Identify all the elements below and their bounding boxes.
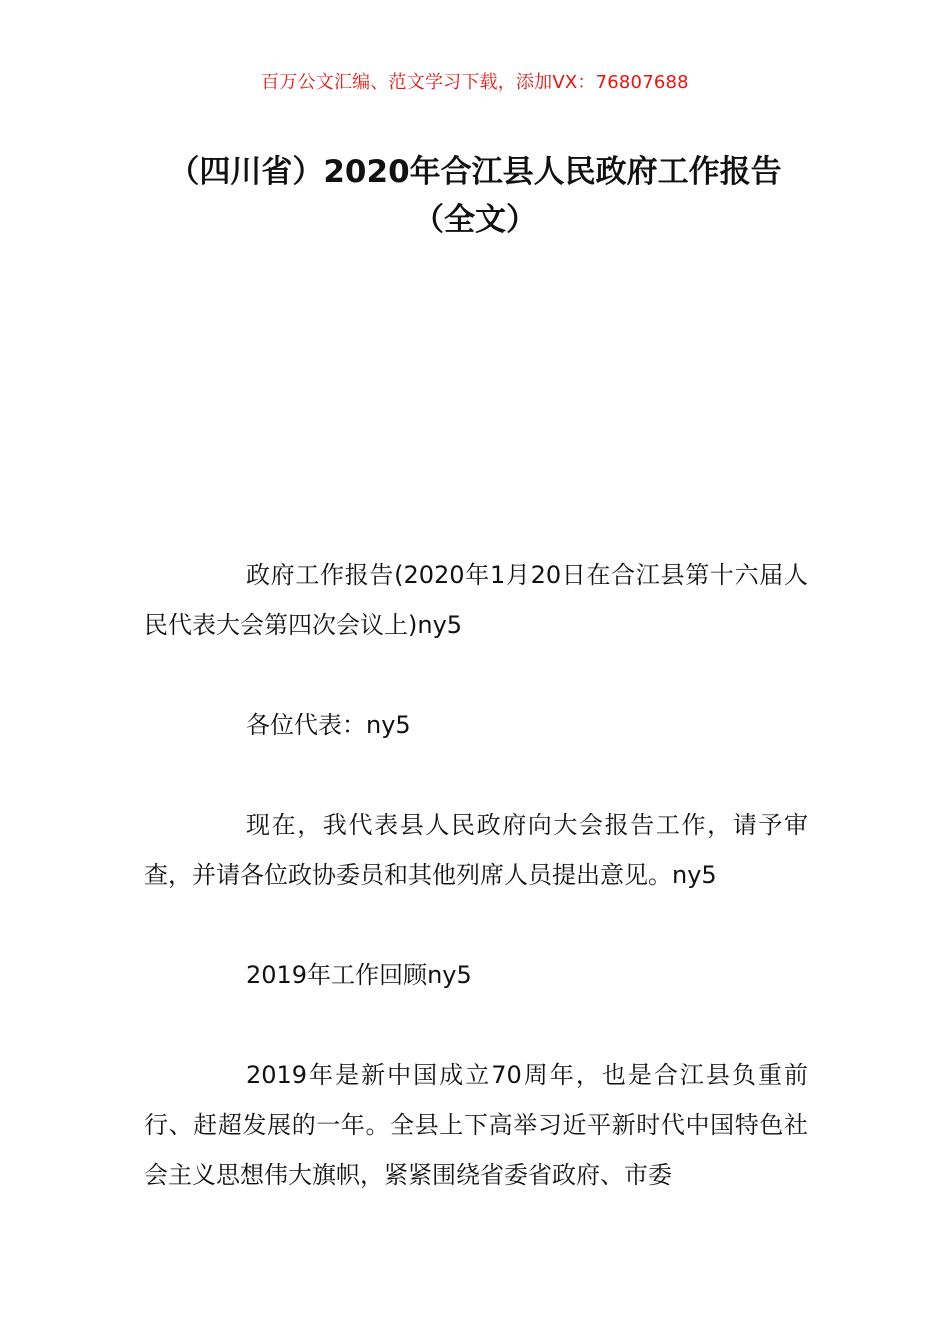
- paragraph-salutation: 各位代表：ny5: [246, 711, 411, 739]
- document-title: （四川省）2020年合江县人民政府工作报告（全文）: [168, 154, 782, 238]
- paragraph-opening: 现在，我代表县人民政府向大会报告工作，请予审查，并请各位政协委员和其他列席人员提出意见。ny5: [144, 811, 808, 889]
- paragraph-review: 2019年是新中国成立70周年，也是合江县负重前行、赶超发展的一年。全县上下高举习近平新时代中国特色社会主义思想伟大旗帜，紧紧围绕省委省政府、市委: [144, 1061, 808, 1189]
- paragraph-section-heading: 2019年工作回顾ny5: [246, 961, 472, 989]
- paragraph-report-intro: 政府工作报告(2020年1月20日在合江县第十六届人民代表大会第四次会议上)ny5: [144, 561, 808, 639]
- header-watermark-note: 百万公文汇编、范文学习下载，添加VX：76807688: [261, 72, 689, 93]
- document-body: [144, 550, 808, 1200]
